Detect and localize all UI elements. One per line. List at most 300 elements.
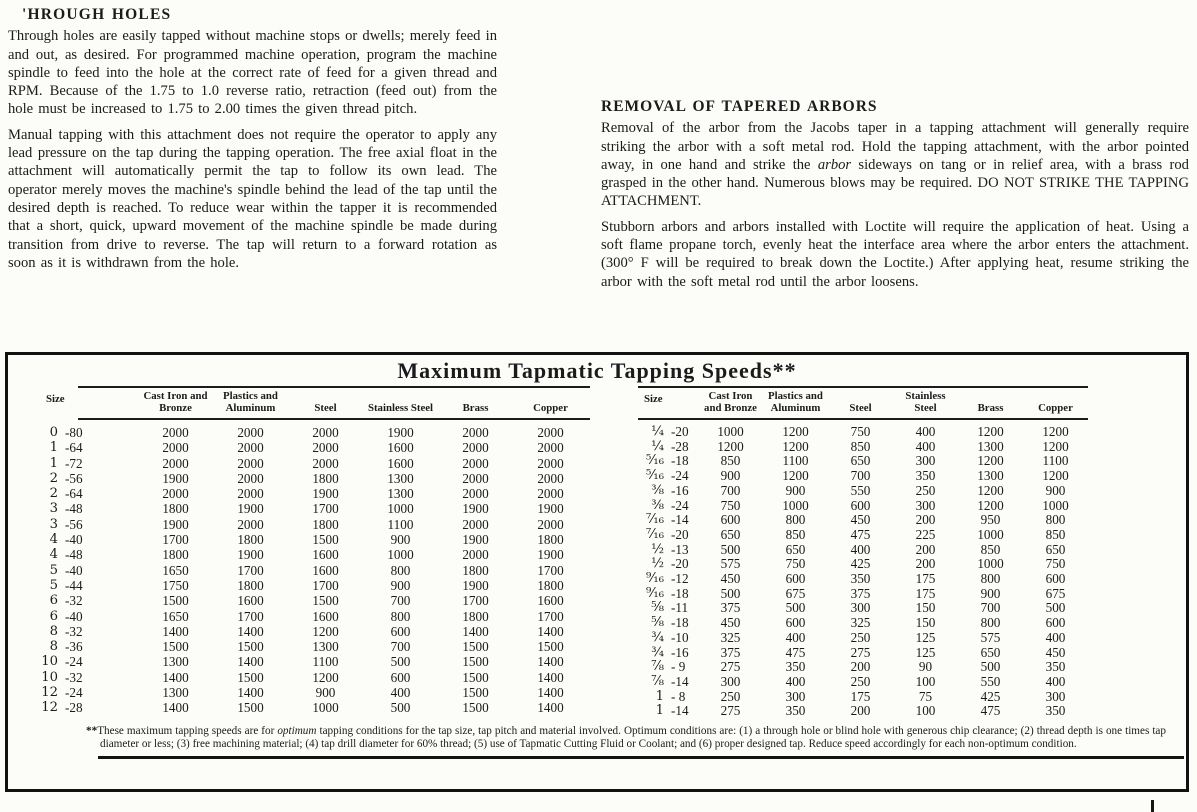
size-cell: [618, 601, 698, 616]
speed-cell: 1100: [387, 516, 414, 532]
size-pitch: -11: [671, 600, 689, 616]
speed-cell: 1200: [1042, 424, 1069, 439]
speed-cell: 125: [915, 644, 936, 660]
size-cell: [618, 616, 698, 631]
speed-cell: 900: [390, 532, 411, 548]
table-row: [20, 593, 590, 608]
size-pitch: -64: [65, 486, 83, 502]
size-pitch: -24: [671, 468, 689, 484]
speed-cell: 1600: [537, 593, 564, 609]
size-cell: [20, 517, 138, 532]
speed-cell: 450: [1045, 644, 1066, 660]
size-pitch: -32: [65, 669, 83, 685]
size-pitch: -18: [671, 453, 689, 469]
size-pitch: -10: [671, 629, 689, 645]
speed-cell: 1500: [462, 654, 489, 670]
speed-cell: 1300: [162, 654, 189, 670]
size-cell: [618, 557, 698, 572]
col-header-cast-iron-bronze: Cast Iron and Bronze: [704, 390, 757, 414]
size-pitch: -56: [65, 470, 83, 486]
speed-cell: 175: [915, 571, 936, 587]
size-pitch: -24: [65, 685, 83, 701]
speed-cell: 2000: [237, 440, 264, 456]
speed-cell: 300: [720, 673, 741, 689]
speed-cell: 1800: [237, 532, 264, 548]
speed-cell: 200: [850, 703, 871, 719]
size-gauge: 5: [49, 562, 58, 578]
speed-cell: 850: [1045, 526, 1066, 542]
size-gauge: 8: [49, 623, 58, 639]
speed-cell: 450: [720, 571, 741, 587]
speed-cell: 2000: [162, 486, 189, 502]
speed-cell: 275: [720, 659, 741, 675]
speed-cell: 400: [390, 685, 411, 701]
speed-cell: 200: [915, 541, 936, 557]
speed-cell: 400: [785, 629, 806, 645]
speed-cell: 400: [785, 673, 806, 689]
tapping-speeds-table-numbered-sizes: [20, 386, 590, 716]
size-pitch: -40: [65, 608, 83, 624]
speed-cell: 700: [390, 639, 411, 655]
speed-cell: 600: [720, 512, 741, 528]
speed-cell: 800: [980, 615, 1001, 631]
size-pitch: -24: [65, 654, 83, 670]
speed-cell: 1100: [312, 654, 339, 670]
size-gauge: ⁹⁄₁₆: [645, 585, 664, 601]
table-row: [618, 690, 1088, 705]
speed-cell: 2000: [312, 440, 339, 456]
speed-cell: 425: [850, 556, 871, 572]
speed-cell: 1700: [162, 532, 189, 548]
table-row: [618, 616, 1088, 631]
speed-cell: 2000: [537, 470, 564, 486]
speed-cell: 1000: [977, 556, 1004, 572]
speed-cell: 900: [720, 468, 741, 484]
size-gauge: 2: [49, 486, 58, 502]
size-cell: [20, 639, 138, 654]
size-cell: [618, 528, 698, 543]
size-gauge: 1: [655, 703, 664, 719]
speed-cell: 400: [1045, 673, 1066, 689]
speed-cell: 800: [980, 571, 1001, 587]
size-gauge: ½: [651, 556, 664, 572]
size-gauge: ⅜: [651, 497, 664, 513]
table-row: [20, 486, 590, 501]
table-body: [618, 420, 1088, 719]
table-row: [618, 425, 1088, 440]
size-cell: [618, 646, 698, 661]
speed-cell: 300: [785, 688, 806, 704]
size-cell: [20, 532, 138, 547]
size-cell: [20, 456, 138, 471]
speed-cell: 675: [1045, 585, 1066, 601]
speed-cell: 125: [915, 629, 936, 645]
through-holes-section: [8, 6, 497, 279]
speed-cell: 400: [850, 541, 871, 557]
table-row: [20, 578, 590, 593]
col-header-steel: Steel: [314, 401, 337, 414]
col-header-copper: Copper: [533, 401, 568, 414]
size-pitch: -32: [65, 593, 83, 609]
speed-cell: 1000: [387, 547, 414, 563]
size-gauge: 10: [41, 654, 58, 670]
speed-cell: 2000: [237, 470, 264, 486]
speed-cell: 950: [980, 512, 1001, 528]
speed-cell: 750: [785, 556, 806, 572]
size-pitch: -40: [65, 532, 83, 548]
size-pitch: -64: [65, 440, 83, 456]
size-gauge: ¼: [651, 424, 664, 439]
speed-cell: 375: [720, 644, 741, 660]
size-cell: [20, 670, 138, 685]
table-row: [618, 587, 1088, 602]
speed-cell: 1900: [162, 516, 189, 532]
speed-cell: 1800: [462, 562, 489, 578]
through-holes-paragraph-2: Manual tapping with this attachment does not require the operator to apply any lead pressure on the tap during the tapping operation. The free axial float in the attachment will automatically permit the tap to follow its own lead. The operator merely moves the machine's spindle behind the lead of the tap until the desired depth is reached. To reduce wear within the tapper it is recommended that a short, quick, upward movement of the machine spindle be made during transition from drive to reverse. The tap will return to a forward rotation as soon as it is withdrawn from the hole.: [8, 126, 497, 271]
table-row: [618, 484, 1088, 499]
speed-cell: 450: [850, 512, 871, 528]
table-header-row: [618, 388, 1088, 418]
speed-cell: 1500: [237, 639, 264, 655]
speed-cell: 1800: [537, 532, 564, 548]
size-cell: [20, 563, 138, 578]
speed-cell: 1800: [312, 470, 339, 486]
table-row: [20, 471, 590, 486]
speed-cell: 2000: [537, 455, 564, 471]
speed-cell: 500: [390, 700, 411, 716]
speed-cell: 600: [390, 623, 411, 639]
speed-cell: 275: [720, 703, 741, 719]
speed-cell: 750: [720, 497, 741, 513]
col-header-plastics-aluminum: Plastics and Aluminum: [223, 390, 278, 414]
speed-cell: 350: [1045, 703, 1066, 719]
tapping-speeds-table-box: [5, 352, 1189, 792]
speed-cell: 250: [720, 688, 741, 704]
speed-cell: 1600: [387, 455, 414, 471]
speed-cell: 1750: [162, 577, 189, 593]
italic-word-optimum: optimum: [277, 725, 317, 737]
speed-cell: 1400: [162, 669, 189, 685]
table-row: [618, 440, 1088, 455]
size-pitch: -16: [671, 644, 689, 660]
speed-cell: 1200: [1042, 438, 1069, 454]
size-pitch: -80: [65, 425, 83, 440]
size-cell: [618, 572, 698, 587]
speed-cell: 1000: [387, 501, 414, 517]
speed-cell: 350: [785, 659, 806, 675]
speed-cell: 1500: [312, 532, 339, 548]
speed-cell: 200: [850, 659, 871, 675]
speed-cell: 1500: [462, 669, 489, 685]
speed-cell: 375: [720, 600, 741, 616]
speed-cell: 375: [850, 585, 871, 601]
speed-cell: 1900: [537, 501, 564, 517]
removal-of-tapered-arbors-section: [601, 98, 1189, 298]
speed-cell: 1600: [237, 593, 264, 609]
speed-cell: 1500: [237, 669, 264, 685]
speed-cell: 575: [980, 629, 1001, 645]
speed-cell: 2000: [237, 516, 264, 532]
size-cell: [618, 690, 698, 705]
removal-arbors-paragraph-1: [601, 119, 1189, 210]
table-row: [20, 685, 590, 700]
size-gauge: 3: [49, 516, 58, 532]
speed-cell: 2000: [537, 486, 564, 502]
size-cell: [20, 471, 138, 486]
speed-cell: 2000: [237, 455, 264, 471]
size-cell: [20, 425, 138, 440]
speed-cell: 1400: [537, 654, 564, 670]
size-cell: [20, 501, 138, 516]
size-pitch: -28: [65, 700, 83, 716]
speed-cell: 1900: [237, 501, 264, 517]
size-cell: [20, 700, 138, 715]
speed-cell: 500: [1045, 600, 1066, 616]
table-row: [618, 704, 1088, 719]
speed-cell: 1500: [462, 639, 489, 655]
speed-cell: 2000: [462, 455, 489, 471]
speed-cell: 1000: [312, 700, 339, 716]
size-gauge: ¾: [651, 629, 664, 645]
table-row: [618, 499, 1088, 514]
speed-cell: 2000: [462, 516, 489, 532]
speed-cell: 2000: [537, 440, 564, 456]
size-pitch: - 8: [671, 688, 686, 704]
speed-cell: 2000: [162, 440, 189, 456]
speed-cell: 75: [918, 688, 933, 704]
speed-cell: 175: [850, 688, 871, 704]
speed-cell: 700: [390, 593, 411, 609]
speed-cell: 1300: [387, 470, 414, 486]
size-gauge: 4: [49, 547, 58, 563]
paragraph-text: sideways on tang or in relief area, with a brass rod grasped in the other hand. Numerous blows may be required. DO NOT STRIKE THE TAPPING ATTACHMENT.: [601, 156, 1189, 210]
speed-cell: 2000: [462, 547, 489, 563]
size-gauge: ⅝: [651, 600, 664, 616]
table-row: [618, 675, 1088, 690]
speed-cell: 250: [850, 673, 871, 689]
speed-cell: 1900: [387, 425, 414, 440]
size-gauge: ¾: [651, 644, 664, 660]
table-row: [20, 532, 590, 547]
size-pitch: -14: [671, 703, 689, 719]
size-gauge: 6: [49, 608, 58, 624]
size-gauge: ⅝: [651, 615, 664, 631]
col-header-copper: Copper: [1038, 401, 1073, 414]
size-cell: [618, 425, 698, 440]
tapping-speeds-table-fractional-sizes: [618, 386, 1088, 719]
table-row: [20, 639, 590, 654]
speed-cell: 1800: [237, 577, 264, 593]
speed-cell: 650: [785, 541, 806, 557]
col-header-stainless-steel: Stainless Steel: [905, 390, 946, 414]
size-gauge: 10: [41, 669, 58, 685]
size-pitch: -20: [671, 424, 689, 439]
size-gauge: ½: [651, 541, 664, 557]
speed-cell: 1300: [977, 438, 1004, 454]
speed-cell: 150: [915, 615, 936, 631]
italic-word-arbor: arbor: [817, 156, 852, 173]
speed-cell: 650: [850, 453, 871, 469]
size-cell: [20, 547, 138, 562]
speed-cell: 600: [390, 669, 411, 685]
size-gauge: ⁵⁄₁₆: [645, 468, 664, 484]
speed-cell: 1500: [462, 700, 489, 716]
size-gauge: 1: [49, 455, 58, 471]
speed-cell: 1700: [237, 562, 264, 578]
size-pitch: -32: [65, 623, 83, 639]
size-gauge: ⅞: [651, 659, 664, 675]
size-gauge: 1: [49, 440, 58, 456]
size-pitch: -24: [671, 497, 689, 513]
speed-cell: 800: [390, 562, 411, 578]
speed-cell: 575: [720, 556, 741, 572]
speed-cell: 1100: [782, 453, 809, 469]
speed-cell: 325: [720, 629, 741, 645]
col-header-brass: Brass: [462, 401, 489, 414]
speed-cell: 900: [1045, 482, 1066, 498]
speed-cell: 475: [785, 644, 806, 660]
speed-cell: 100: [915, 673, 936, 689]
size-cell: [20, 486, 138, 501]
size-pitch: -16: [671, 482, 689, 498]
speed-cell: 1600: [312, 608, 339, 624]
scan-artifact-vertical-rule: [1151, 800, 1154, 812]
speed-cell: 200: [915, 556, 936, 572]
section-heading-through-holes: 'HROUGH HOLES: [22, 6, 172, 23]
size-pitch: -44: [65, 577, 83, 593]
speed-cell: 1600: [312, 562, 339, 578]
size-pitch: -18: [671, 615, 689, 631]
speed-cell: 1200: [312, 623, 339, 639]
size-pitch: -20: [671, 556, 689, 572]
paragraph-text: Removal of the arbor from the Jacobs taper in a tapping attachment will generally require striking the arbor with a soft metal rod. Hold the tapping attachment, with the arbor pointed away, in one hand and strike the: [601, 120, 1189, 173]
speed-cell: 225: [915, 526, 936, 542]
speed-cell: 700: [980, 600, 1001, 616]
speed-cell: 1700: [462, 593, 489, 609]
speed-cell: 1900: [312, 486, 339, 502]
size-cell: [618, 704, 698, 719]
speed-cell: 300: [850, 600, 871, 616]
speed-cell: 1800: [162, 547, 189, 563]
speed-cell: 425: [980, 688, 1001, 704]
col-header-cast-iron-bronze: Cast Iron and Bronze: [143, 390, 208, 414]
size-pitch: -14: [671, 512, 689, 528]
size-gauge: 0: [49, 425, 58, 440]
size-gauge: ⁷⁄₁₆: [645, 512, 664, 528]
speed-cell: 175: [915, 585, 936, 601]
speed-cell: 1400: [537, 623, 564, 639]
speed-cell: 2000: [312, 455, 339, 471]
size-gauge: ⁵⁄₁₆: [645, 453, 664, 469]
size-gauge: ⁹⁄₁₆: [645, 571, 664, 587]
speed-cell: 300: [915, 453, 936, 469]
size-pitch: -13: [671, 541, 689, 557]
table-row: [618, 454, 1088, 469]
table-row: [20, 547, 590, 562]
size-pitch: -48: [65, 501, 83, 517]
table-row: [20, 517, 590, 532]
table-row: [20, 563, 590, 578]
speed-cell: 350: [915, 468, 936, 484]
speed-cell: 500: [390, 654, 411, 670]
speed-cell: 1300: [312, 639, 339, 655]
speed-cell: 800: [785, 512, 806, 528]
table-row: [20, 456, 590, 471]
col-header-size: Size: [46, 392, 65, 405]
size-gauge: 6: [49, 593, 58, 609]
speed-cell: 1000: [782, 497, 809, 513]
table-row: [20, 440, 590, 455]
speed-cell: 300: [1045, 688, 1066, 704]
size-pitch: -56: [65, 516, 83, 532]
speed-cell: 1900: [537, 547, 564, 563]
speed-cell: 1650: [162, 562, 189, 578]
speed-cell: 700: [850, 468, 871, 484]
speed-cell: 400: [915, 424, 936, 439]
size-gauge: 12: [41, 685, 58, 701]
speed-cell: 1400: [462, 623, 489, 639]
col-header-steel: Steel: [849, 401, 872, 414]
speed-cell: 1900: [462, 577, 489, 593]
speed-cell: 1200: [977, 424, 1004, 439]
speed-cell: 1900: [462, 532, 489, 548]
footnote-bottom-rule: [98, 756, 1184, 759]
speed-cell: 600: [1045, 615, 1066, 631]
speed-cell: 600: [785, 615, 806, 631]
footnote-text: tapping conditions for the tap size, tap pitch and material involved. Optimum conditions are: (1) a through hole or blind hole with generous chip clearance; (2) thread depth is one times tap diameter or less; (3) free machining material; (4) tap drill diameter for 60% thread; (5) use of Tapmatic Cutting Fluid or Coolant; and (6) proper designed tap. Reduce speed accordingly for each non-optimum condition.: [100, 725, 1166, 751]
speed-cell: 1900: [162, 470, 189, 486]
size-gauge: ⁷⁄₁₆: [645, 526, 664, 542]
speed-cell: 1700: [537, 562, 564, 578]
table-body: [20, 420, 590, 716]
size-cell: [618, 675, 698, 690]
speed-cell: 1600: [312, 547, 339, 563]
size-pitch: -12: [671, 571, 689, 587]
size-cell: [618, 440, 698, 455]
size-gauge: 4: [49, 532, 58, 548]
speed-cell: 900: [980, 585, 1001, 601]
through-holes-paragraph-1: Through holes are easily tapped without machine stops or dwells; merely feed in and out, as desired. For programmed machine operation, program the machine spindle to feed into the hole at the correct rate of feed for a given thread and RPM. Because of the 1.75 to 1.0 reverse ratio, retraction (feed out) from the hole must be increased to 1.75 to 2.00 times the given thread pitch.: [8, 28, 497, 118]
speed-cell: 500: [980, 659, 1001, 675]
speed-cell: 150: [915, 600, 936, 616]
speed-cell: 2000: [237, 425, 264, 440]
speed-cell: 1900: [462, 501, 489, 517]
speed-cell: 1400: [162, 623, 189, 639]
speed-cell: 1200: [782, 424, 809, 439]
table-row: [20, 609, 590, 624]
speed-cell: 700: [720, 482, 741, 498]
table-row: [618, 631, 1088, 646]
speed-cell: 1500: [312, 593, 339, 609]
speed-cell: 2000: [237, 486, 264, 502]
size-cell: [618, 660, 698, 675]
size-cell: [20, 578, 138, 593]
size-cell: [618, 469, 698, 484]
speed-cell: 1800: [462, 608, 489, 624]
speed-cell: 250: [915, 482, 936, 498]
speed-cell: 200: [915, 512, 936, 528]
table-row: [618, 660, 1088, 675]
speed-cell: 1100: [1042, 453, 1069, 469]
col-header-size: Size: [644, 392, 663, 405]
speed-cell: 2000: [537, 425, 564, 440]
size-cell: [20, 593, 138, 608]
speed-cell: 1000: [977, 526, 1004, 542]
speed-cell: 1500: [162, 639, 189, 655]
speed-cell: 1400: [237, 654, 264, 670]
speed-cell: 1600: [387, 440, 414, 456]
speed-cell: 250: [850, 629, 871, 645]
